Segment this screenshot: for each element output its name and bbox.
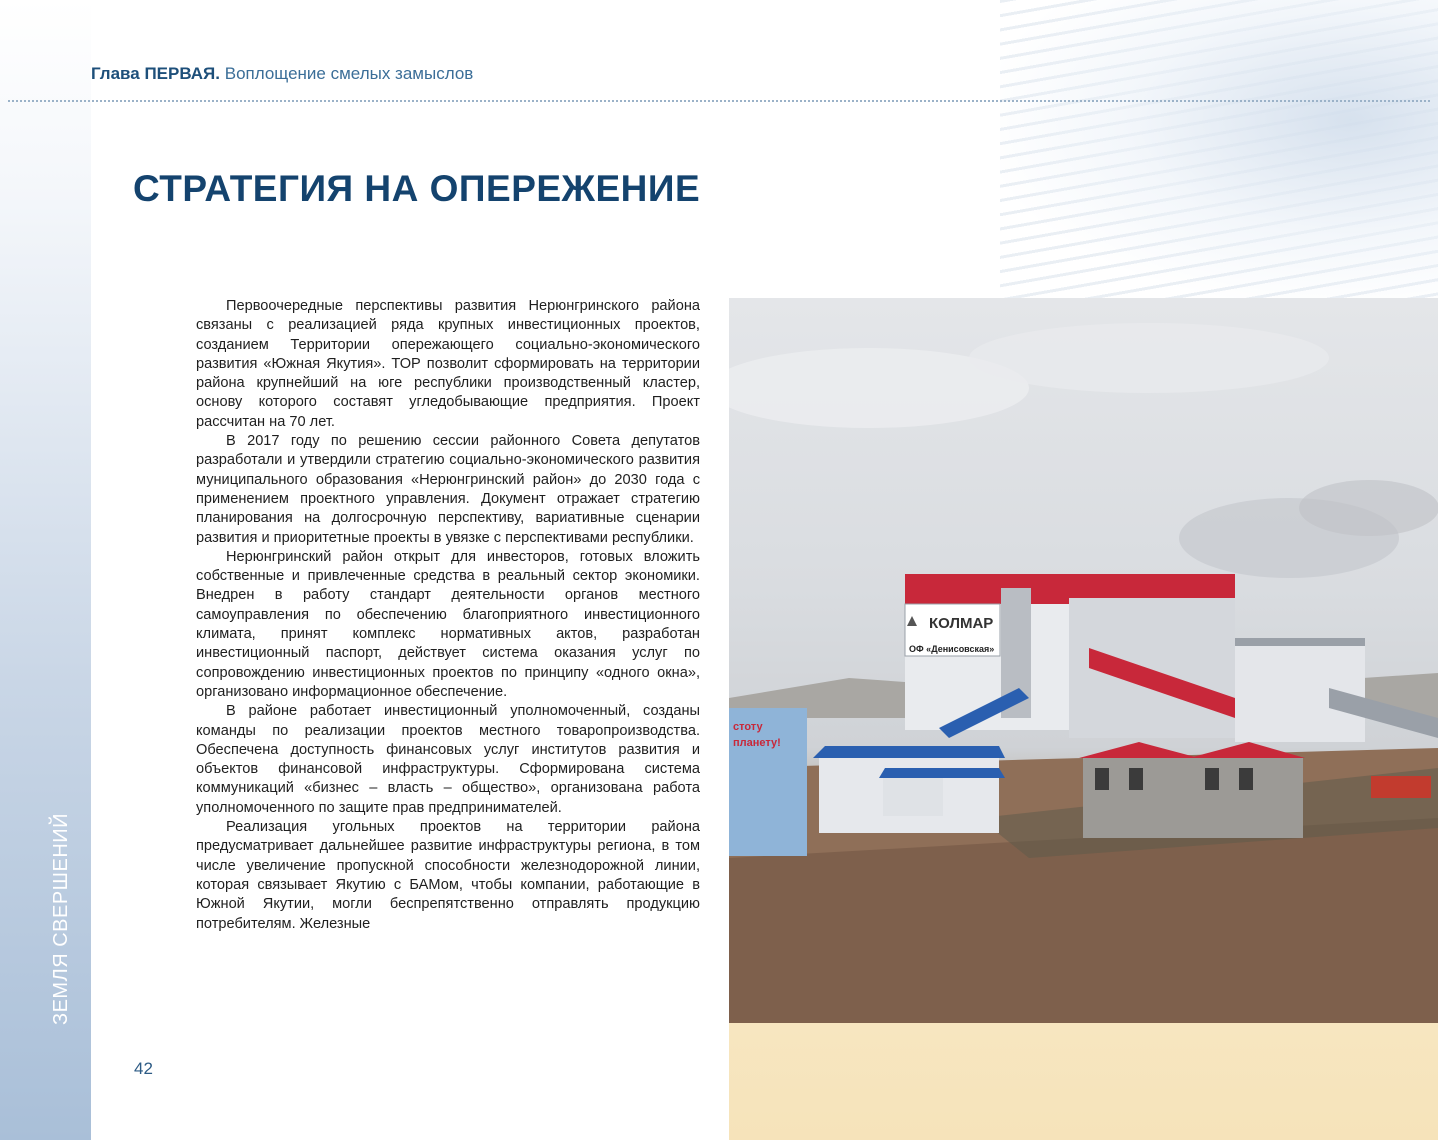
billboard-text: стоту: [733, 721, 763, 733]
cabin-window: [1129, 768, 1143, 790]
decorative-waves: [1000, 0, 1438, 300]
paragraph: Реализация угольных проектов на территории района предусматривает дальнейшее развитие инфраструктуры региона, в том числе увеличение пропускной способности железнодорожной линии, которая связывает Якутию с БАМом, чтобы компании, работающие в Южной Якутии, могли беспрепятственно отправлять продукцию потребителям. Железные: [196, 819, 700, 932]
cloud: [969, 323, 1329, 393]
cloud: [1299, 480, 1438, 536]
right-roof: [1235, 638, 1365, 646]
side-label: ЗЕМЛЯ СВЕРШЕНИЙ: [50, 812, 72, 1025]
office-roof: [813, 746, 1005, 758]
page-title: СТРАТЕГИЯ НА ОПЕРЕЖЕНИЕ: [133, 168, 701, 209]
plant-photo: [729, 298, 1438, 1023]
cabin-window: [1095, 768, 1109, 790]
chapter-header: [91, 64, 473, 84]
right-building: [1235, 642, 1365, 742]
cabin-roof: [1079, 742, 1199, 758]
paragraph: В 2017 году по решению сессии районного Совета депутатов разработали и утвердили стратегию социально-экономического развития муниципального образования «Нерюнгринский район» до 2030 года с применением проектного управления. Документ отражает стратегию планирования на долгосрочную перспективу, вариативные сценарии развития и приоритетные проекты в увязке с перспективами республики.: [196, 433, 700, 546]
sign-company: КОЛМАР: [929, 615, 994, 632]
header-divider: [8, 100, 1430, 102]
side-band: [0, 0, 91, 1140]
cabin-window: [1239, 768, 1253, 790]
sign-plant: ОФ «Денисовская»: [909, 644, 995, 654]
paragraph: Нерюнгринский район открыт для инвесторов, готовых вложить собственные и привлеченные средства в реальный сектор экономики. Внедрен в работу стандарт деятельности органов местного самоуправления по обеспечению благоприятного инвестиционного климата, принят комплекс нормативных актов, разработан инвестиционный паспорт, действует система оказания услуг по сопровождению инвестиционных проектов по принципу «одного окна», организовано информационное обеспечение.: [196, 548, 700, 700]
article-body: [196, 297, 700, 934]
entrance-roof: [879, 768, 1005, 778]
modular-cabins: [1083, 758, 1303, 838]
beige-block: [729, 1022, 1438, 1140]
truck: [1371, 776, 1431, 798]
chapter-number: Глава ПЕРВАЯ.: [91, 64, 220, 83]
cabin-roof: [1189, 742, 1305, 758]
cabin-window: [1205, 768, 1219, 790]
plant-illustration: [729, 298, 1438, 1023]
page-number: 42: [134, 1059, 153, 1078]
entrance: [883, 778, 943, 816]
paragraph: Первоочередные перспективы развития Нерюнгринского района связаны с реализацией ряда крупных инвестиционных проектов, созданием Территории опережающего социально-экономического развития «Южная Якутия». ТОР позволит сформировать на территории района крупнейший на юге республики производственный кластер, основу которого составят угледобывающие предприятия. Проект рассчитан на 70 лет.: [196, 298, 700, 430]
paragraph: В районе работает инвестиционный уполномоченный, созданы команды по реализации проектов местного товаропроизводства. Обеспечена доступность финансовых услуг институтов развития и объектов финансовой инфраструктуры. Сформирована система коммуникаций «бизнес – власть – общество», организована работа уполномоченного по защите прав предпринимателей.: [196, 703, 700, 816]
chapter-title: Воплощение смелых замыслов: [224, 64, 474, 83]
billboard-text: планету!: [733, 737, 781, 749]
